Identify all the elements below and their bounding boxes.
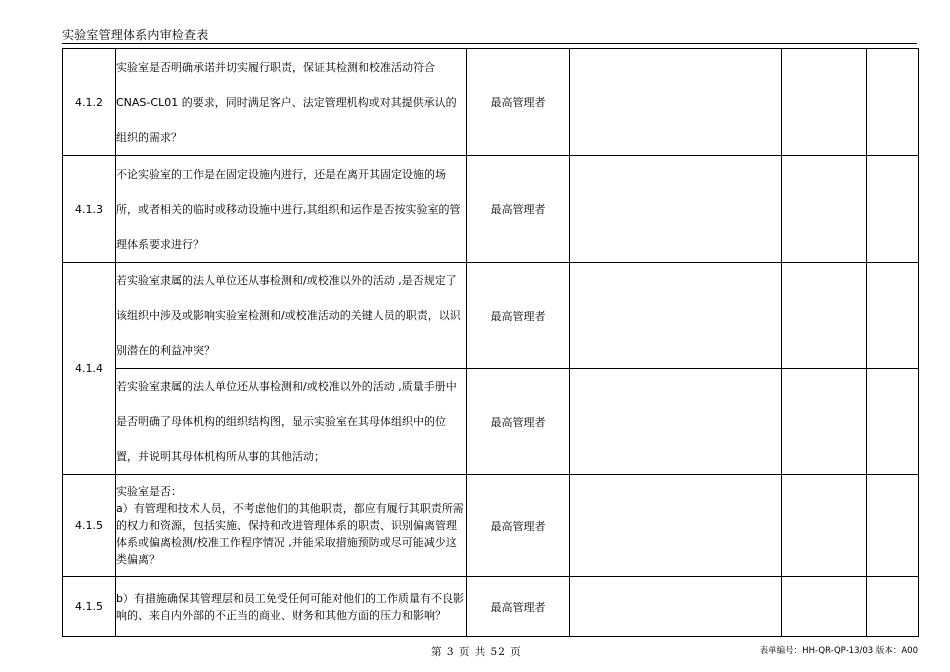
table-row [63,263,919,369]
record-cell [570,369,782,475]
audit-question: 若实验室隶属的法人单位还从事检测和/或校准以外的活动 ,是否规定了该组织中涉及或影响实验室检测和/或校准活动的关键人员的职责，以识别潜在的利益冲突？ [116,263,467,369]
table-row [63,156,919,263]
result-cell [782,369,867,475]
responsible-party: 最高管理者 [467,49,570,156]
responsible-party: 最高管理者 [467,263,570,369]
table-row [63,369,919,475]
responsible-party: 最高管理者 [467,577,570,637]
clause-number: 4.1.5 [63,577,116,637]
responsible-party: 最高管理者 [467,369,570,475]
result-cell [782,263,867,369]
clause-number: 4.1.4 [63,263,116,475]
audit-question: 实验室是否明确承诺并切实履行职责，保证其检测和校准活动符合CNAS-CL01 的要求，同时满足客户、法定管理机构或对其提供承认的组织的需求？ [116,49,467,156]
record-cell [570,577,782,637]
result-cell [782,475,867,577]
result-cell [782,577,867,637]
table-row [63,475,919,577]
table-row [63,49,919,156]
record-cell [570,475,782,577]
audit-question: 若实验室隶属的法人单位还从事检测和/或校准以外的活动 ,质量手册中是否明确了母体机构的组织结构图，显示实验室在其母体组织中的位置，并说明其母体机构所从事的其他活动； [116,369,467,475]
clause-number: 4.1.5 [63,475,116,577]
remark-cell [867,577,919,637]
responsible-party: 最高管理者 [467,156,570,263]
remark-cell [867,263,919,369]
record-cell [570,49,782,156]
record-cell [570,263,782,369]
header-rule [62,43,917,44]
table-row [63,577,919,637]
audit-question: 实验室是否： a）有管理和技术人员，不考虑他们的其他职责，都应有履行其职责所需的权力和资源，包括实施、保持和改进管理体系的职责、识别偏离管理体系或偏离检测/校准工作程序情况 ,并能采取措施预防或尽可能减少这类偏离？ [116,475,467,577]
remark-cell [867,369,919,475]
audit-question: 不论实验室的工作是在固定设施内进行，还是在离开其固定设施的场所，或者相关的临时或移动设施中进行,其组织和运作是否按实验室的管理体系要求进行？ [116,156,467,263]
result-cell [782,156,867,263]
audit-question: b）有措施确保其管理层和员工免受任何可能对他们的工作质量有不良影响的、来自内外部的不正当的商业、财务和其他方面的压力和影响？ [116,577,467,637]
page-number: 第 3 页 共 52 页 [431,646,522,658]
remark-cell [867,49,919,156]
document-title: 实验室管理体系内审检查表 [62,28,209,42]
form-number: 表单编号：HH-QR-QP-13/03 版本：A00 [759,646,918,656]
result-cell [782,49,867,156]
clause-number: 4.1.3 [63,156,116,263]
audit-checklist-table [62,48,919,637]
remark-cell [867,156,919,263]
responsible-party: 最高管理者 [467,475,570,577]
record-cell [570,156,782,263]
clause-number: 4.1.2 [63,49,116,156]
remark-cell [867,475,919,577]
